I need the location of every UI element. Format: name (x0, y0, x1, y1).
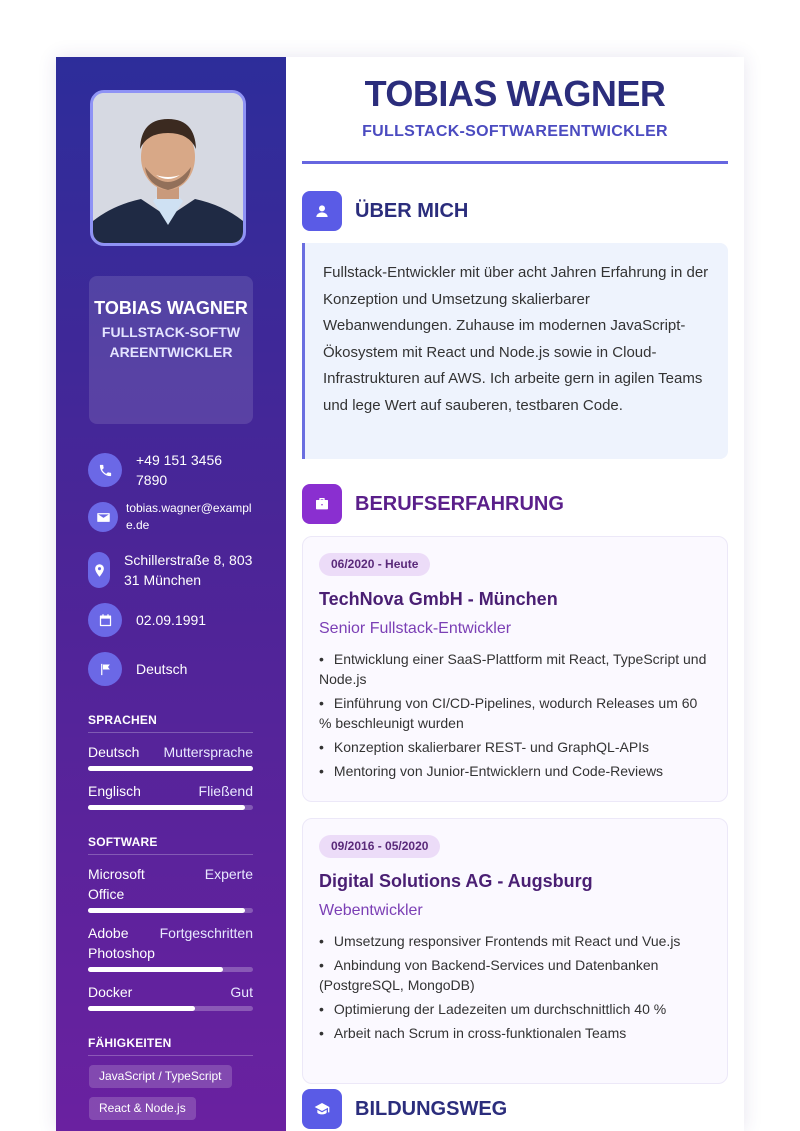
job-role: Senior Fullstack-Entwickler (319, 620, 512, 637)
phone-number: +49 151 34567890 (136, 452, 223, 488)
languages-heading: SPRACHEN (88, 713, 253, 733)
software-bar (88, 967, 253, 972)
sidebar-name: TOBIAS WAGNER (94, 298, 248, 318)
job-bullet: • Entwicklung einer SaaS-Plattform mit React, TypeScript und Node.js (319, 649, 711, 689)
job-role: Webentwickler (319, 902, 423, 919)
job-company: TechNova GmbH - München (319, 589, 558, 609)
software-bar (88, 908, 253, 913)
mail-icon (88, 502, 118, 532)
section-about-title: ÜBER MICH (355, 199, 469, 222)
language-level: Fließend (198, 783, 253, 799)
section-education-title: BILDUNGSWEG (355, 1097, 508, 1120)
job-entry (302, 536, 728, 802)
language-item (88, 781, 253, 810)
birthdate: 02.09.1991 (136, 612, 207, 628)
location-pin-icon (88, 552, 110, 588)
software-name: Docker (88, 984, 133, 1000)
job-bullet: • Einführung von CI/CD-Pipelines, wodurch Releases um 60 % beschleunigt wurden (319, 693, 711, 733)
main-content (286, 57, 744, 1131)
software-heading: SOFTWARE (88, 835, 253, 855)
contact-email (88, 500, 268, 534)
flag-icon (88, 652, 122, 686)
job-bullet: • Arbeit nach Scrum in cross-funktionalen Teams (319, 1023, 711, 1043)
language-bar (88, 805, 253, 810)
job-company: Digital Solutions AG - Augsburg (319, 871, 593, 891)
language-bar-fill (88, 805, 245, 810)
software-level: Fortgeschritten (159, 925, 253, 941)
job-bullets (319, 931, 711, 1043)
user-icon (302, 191, 342, 231)
software-level: Experte (204, 866, 253, 882)
about-text: Fullstack-Entwickler mit über acht Jahren Erfahrung in der Konzeption und Umsetzung skalierbarer Webanwendungen. Zuhause im modernen JavaScript-Ökosystem mit React und Node.js sowie in Cloud-Infrastrukturen auf AWS. Ich arbeite gern in agilen Teams und lege Wert auf sauberen, testbaren Code. (302, 243, 728, 459)
job-bullet: • Mentoring von Junior-Entwicklern und Code-Reviews (319, 761, 711, 781)
email-address: tobias.wagner@example.de (126, 501, 252, 532)
job-entry (302, 818, 728, 1084)
contact-nationality (88, 652, 268, 686)
language-level: Muttersprache (163, 744, 253, 760)
job-bullets (319, 649, 711, 781)
software-item (88, 864, 253, 913)
job-bullet: • Konzeption skalierbarer REST- und GraphQL-APIs (319, 737, 711, 757)
section-education-header (302, 1089, 507, 1129)
page-title: TOBIAS WAGNER (364, 73, 666, 114)
graduation-cap-icon (302, 1089, 342, 1129)
skill-tag: React & Node.js (89, 1097, 196, 1120)
sidebar (56, 57, 286, 1131)
software-bar (88, 1006, 253, 1011)
language-bar (88, 766, 253, 771)
language-name: Deutsch (88, 744, 140, 760)
language-name: Englisch (88, 783, 141, 799)
job-bullet: • Optimierung der Ladezeiten um durchschnittlich 40 % (319, 999, 711, 1019)
skill-tag: JavaScript / TypeScript (89, 1065, 232, 1088)
sidebar-job-title: FULLSTACK-SOFTWAREENTWICKLER (101, 324, 241, 360)
software-name: Adobe Photoshop (88, 925, 155, 961)
profile-photo (90, 90, 246, 246)
software-bar-fill (88, 908, 245, 913)
language-bar-fill (88, 766, 253, 771)
address: Schillerstraße 8, 80331 München (124, 552, 253, 588)
job-bullet: • Umsetzung responsiver Frontends mit React und Vue.js (319, 931, 711, 951)
skills-heading: FÄHIGKEITEN (88, 1036, 253, 1056)
section-experience-header (302, 484, 564, 524)
section-experience-title: BERUFSERFAHRUNG (355, 492, 564, 515)
contact-address (88, 550, 268, 590)
job-bullet: • Anbindung von Backend-Services und Datenbanken (PostgreSQL, MongoDB) (319, 955, 711, 995)
job-title: FULLSTACK-SOFTWAREENTWICKLER (362, 123, 668, 140)
software-bar-fill (88, 1006, 195, 1011)
software-level: Gut (230, 984, 253, 1000)
nationality: Deutsch (136, 661, 188, 677)
software-item (88, 923, 253, 972)
language-item (88, 742, 253, 771)
software-name: Microsoft Office (88, 866, 145, 902)
sidebar-name-box (89, 276, 253, 424)
profile-photo-image (93, 93, 243, 243)
calendar-icon (88, 603, 122, 637)
contact-birthdate (88, 603, 268, 637)
software-item (88, 982, 253, 1011)
phone-icon (88, 453, 122, 487)
briefcase-icon (302, 484, 342, 524)
section-about-header (302, 191, 468, 231)
contact-phone (88, 450, 268, 490)
header-divider (302, 161, 728, 164)
resume-page (56, 57, 744, 1131)
job-date-badge: 09/2016 - 05/2020 (319, 835, 440, 858)
software-bar-fill (88, 967, 223, 972)
job-date-badge: 06/2020 - Heute (319, 553, 430, 576)
